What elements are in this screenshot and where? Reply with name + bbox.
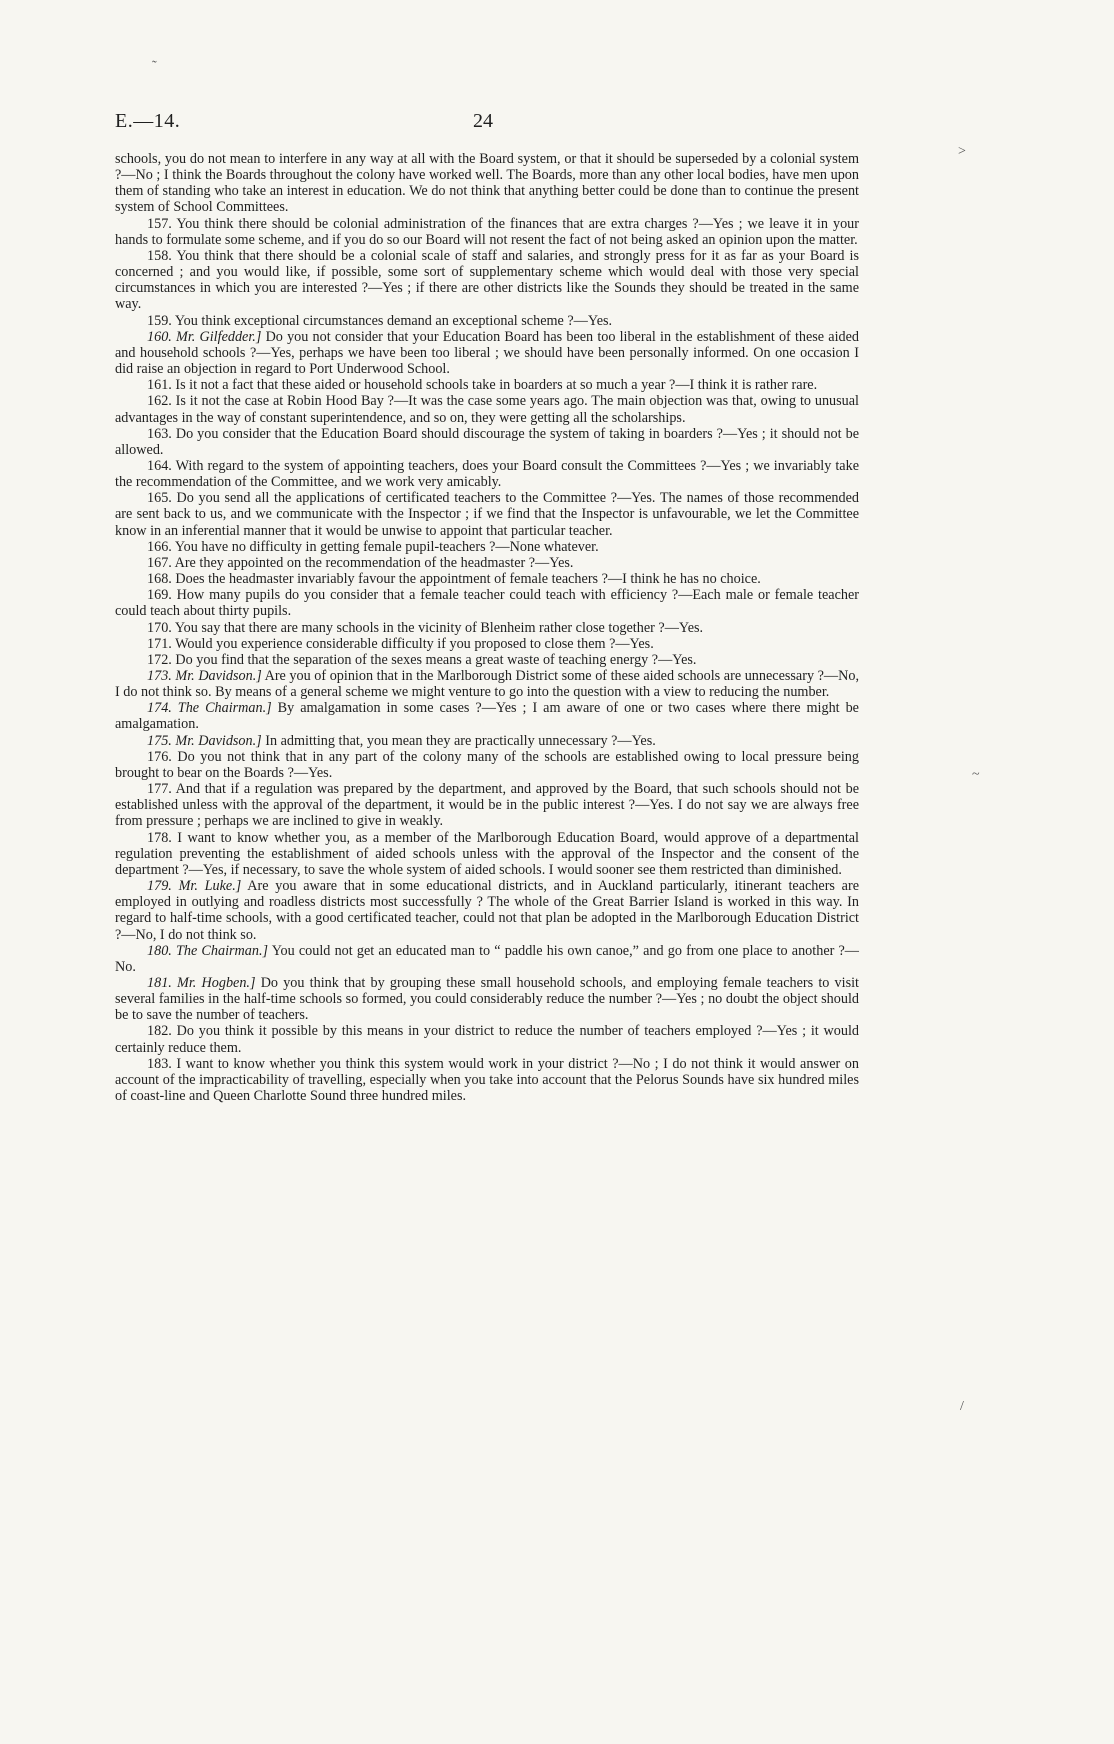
paragraph: [115, 830, 859, 878]
paragraph-text: 172. Do you find that the separation of the sexes means a great waste of teaching energy ?—Yes.: [147, 651, 697, 668]
paragraph: [115, 426, 859, 458]
paragraph-text: 167. Are they appointed on the recommendation of the headmaster ?—Yes.: [147, 554, 574, 571]
paragraph: [115, 975, 859, 1023]
margin-mark-right-mid: ~: [972, 767, 980, 782]
paragraph: [115, 878, 859, 943]
paragraph: [115, 377, 859, 393]
paragraph-text: 183. I want to know whether you think this system would work in your district ?—No ; I do not think it would answer on account of the impracticability of travelling, especially when you take into account that the Pelorus Sounds have six hundred miles of coast-line and Queen Charlotte Sound three hundred miles.: [115, 1055, 859, 1105]
margin-mark-right-bottom: /: [960, 1399, 964, 1414]
document-reference: E.—14.: [115, 110, 181, 132]
paragraph-text: 170. You say that there are many schools in the vicinity of Blenheim rather close together ?—Yes.: [147, 619, 704, 636]
paragraph: [115, 458, 859, 490]
paragraph-text: 176. Do you not think that in any part of the colony many of the schools are established owing to local pressure being brought to bear on the Boards ?—Yes.: [115, 748, 859, 781]
speaker-label: 175. Mr. Davidson.]: [147, 732, 262, 749]
paragraph-text: Are you aware that in some educational districts, and in Auckland particularly, itinerant teachers are employed in outlying and roadless districts most successfully ? The whole of the Great Barrier Island is worked in this way. In regard to half-time schools, with a good certificated teacher, could not that plan be adopted in the Marlborough Education District ?—No, I do not think so.: [115, 878, 859, 943]
paragraph: [115, 393, 859, 425]
paragraph: [115, 571, 859, 587]
paragraph-text: 178. I want to know whether you, as a member of the Marlborough Education Board, would approve of a departmental regulation preventing the establishment of aided schools unless with the approval of the Inspector and the consent of the department ?—Yes, if necessary, to save the whole system of aided schools. I would sooner see them restricted than diminished.: [115, 829, 859, 878]
speaker-label: 180. The Chairman.]: [147, 942, 269, 959]
paragraph-text: 165. Do you send all the applications of certificated teachers to the Committee ?—Yes. The names of those recommended are sent back to us, and we communicate with the Inspector ; if we find that the Inspector is unfavourable, we let the Committee know in an inferential manner that it would be unwise to appoint that particular teacher.: [115, 490, 859, 539]
paragraph: [115, 151, 859, 216]
paragraph-text: 166. You have no difficulty in getting female pupil-teachers ?—None whatever.: [147, 538, 599, 555]
paragraph: [115, 700, 859, 732]
paragraph-text: 182. Do you think it possible by this means in your district to reduce the number of teachers employed ?—Yes ; it would certainly reduce them.: [115, 1023, 859, 1056]
paragraph-text: schools, you do not mean to interfere in any way at all with the Board system, or that it should be superseded by a colonial system ?—No ; I think the Boards throughout the colony have worked well. The Boards, more than any other local bodies, have men upon them of standing who take an interest in education. We do not think that anything better could be done than to continue the present system of School Committees.: [115, 151, 859, 216]
paragraph-text: In admitting that, you mean they are practically unnecessary ?—Yes.: [265, 732, 656, 749]
paragraph: [115, 329, 859, 377]
paragraph: [115, 620, 859, 636]
paragraph-text: Do you not consider that your Education Board has been too liberal in the establishment of these aided and household schools ?—Yes, perhaps we have been too liberal ; we should have been personally informed. On one occasion I did raise an objection in regard to Port Underwood School.: [115, 328, 860, 378]
paragraph: [115, 1056, 859, 1104]
paragraph-text: 158. You think that there should be a colonial scale of staff and salaries, and strongly press for it as far as your Board is concerned ; and you would like, if possible, some sort of supplementary scheme which would deal with those very special circumstances in which you are interested ?—Yes ; if there are other districts like the Sounds they should be treated in the same way.: [115, 247, 859, 313]
paragraph-text: You could not get an educated man to “ paddle his own canoe,” and go from one place to another ?—No.: [115, 942, 859, 975]
paragraph: [115, 636, 859, 652]
paragraph: [115, 587, 859, 619]
document-body: [115, 151, 859, 1104]
paragraph-text: 168. Does the headmaster invariably favour the appointment of female teachers ?—I think he has no choice.: [147, 571, 761, 588]
paragraph-text: 171. Would you experience considerable difficulty if you proposed to close them ?—Yes.: [147, 635, 654, 652]
paragraph: [115, 1023, 859, 1055]
paragraph: [115, 555, 859, 571]
speaker-label: 174. The Chairman.]: [147, 700, 272, 717]
paragraph-text: 177. And that if a regulation was prepared by the department, and approved by the Board, that such schools should not be established unless with the approval of the department, it would be in the public interest ?—Yes. I do not say we are always free from pressure ; perhaps we are inclined to give in weakly.: [115, 781, 859, 830]
paragraph: [115, 668, 859, 700]
paragraph-text: 163. Do you consider that the Education Board should discourage the system of taking in boarders ?—Yes ; it should not be allowed.: [115, 425, 859, 458]
speaker-label: 181. Mr. Hogben.]: [147, 974, 256, 991]
paragraph-text: 157. You think there should be colonial administration of the finances that are extra charges ?—Yes ; we leave it in your hands to formulate some scheme, and if you do so our Board will not resent the fact of not being asked an opinion upon the matter.: [115, 215, 859, 248]
paragraph: [115, 539, 859, 555]
paragraph: [115, 313, 859, 329]
paragraph-text: 159. You think exceptional circumstances demand an exceptional scheme ?—Yes.: [147, 312, 613, 329]
paragraph: [115, 490, 859, 538]
paragraph: [115, 216, 859, 248]
paragraph: [115, 943, 859, 975]
paragraph-text: 169. How many pupils do you consider that a female teacher could teach with efficiency ?—Each male or female teacher could teach about thirty pupils.: [115, 587, 859, 620]
paragraph-text: 164. With regard to the system of appointing teachers, does your Board consult the Committees ?—Yes ; we invariably take the recommendation of the Committee, and we work very amicably.: [115, 457, 859, 491]
page-number: 24: [473, 110, 493, 132]
page-mark-top: ˜: [152, 59, 157, 74]
paragraph-text: 162. Is it not the case at Robin Hood Bay ?—It was the case some years ago. The main objection was that, owing to unusual advantages in the way of constant superintendence, and so on, they were getting all the scholarships.: [115, 393, 859, 426]
speaker-label: 179. Mr. Luke.]: [147, 878, 242, 895]
paragraph: [115, 652, 859, 668]
paragraph-text: 161. Is it not a fact that these aided or household schools take in boarders at so much a year ?—I think it is rather rare.: [147, 377, 818, 394]
page-header: [115, 110, 865, 138]
speaker-label: 173. Mr. Davidson.]: [147, 668, 262, 684]
paragraph: [115, 781, 859, 829]
paragraph: [115, 749, 859, 781]
paragraph: [115, 733, 859, 749]
paragraph-text: Do you think that by grouping these small household schools, and employing female teachers to visit several families in the half-time schools so formed, you could considerably reduce the number ?—Yes ; no doubt the object should be to save the number of teachers.: [115, 974, 859, 1024]
paragraph: [115, 248, 859, 313]
margin-mark-right-top: >: [958, 144, 966, 159]
speaker-label: 160. Mr. Gilfedder.]: [147, 328, 262, 345]
paragraph-text: By amalgamation in some cases ?—Yes ; I am aware of one or two cases where there might be amalgamation.: [115, 700, 859, 733]
paragraph-text: Are you of opinion that in the Marlborough District some of these aided schools are unnecessary ?—No, I do not think so. By means of a general scheme we might venture to go into the question with a view to reducing the number.: [115, 668, 859, 701]
